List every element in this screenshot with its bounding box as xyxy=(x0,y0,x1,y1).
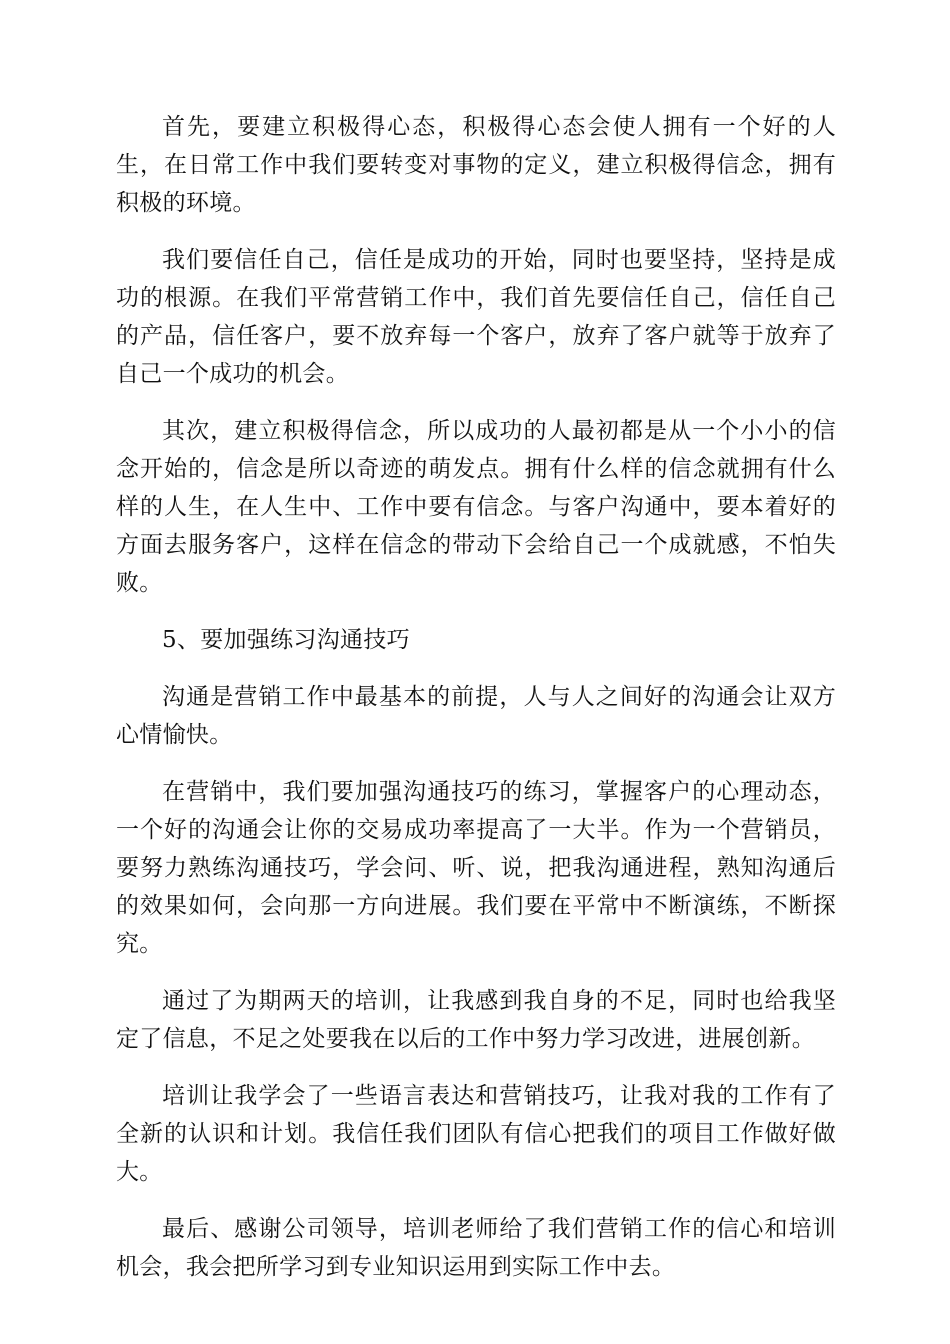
paragraph-communication-skills: 在营销中，我们要加强沟通技巧的练习，掌握客户的心理动态，一个好的沟通会让你的交易成功率提高了一大半。作为一个营销员，要努力熟练沟通技巧，学会问、听、说，把我沟通进程，熟知沟通后的效果如何，会向那一方向进展。我们要在平常中不断演练，不断探究。 xyxy=(116,779,836,957)
paragraph-communication-premise: 沟通是营销工作中最基本的前提，人与人之间好的沟通会让双方心情愉快。 xyxy=(116,684,836,748)
paragraph-training-gains: 培训让我学会了一些语言表达和营销技巧，让我对我的工作有了全新的认识和计划。我信任我们团队有信心把我们的项目工作做好做大。 xyxy=(116,1083,836,1185)
paragraph-thanks: 最后、感谢公司领导，培训老师给了我们营销工作的信心和培训机会，我会把所学习到专业知识运用到实际工作中去。 xyxy=(116,1216,836,1280)
paragraph-belief: 其次，建立积极得信念，所以成功的人最初都是从一个小小的信念开始的，信念是所以奇迹的萌发点。拥有什么样的信念就拥有什么样的人生，在人生中、工作中要有信念。与客户沟通中，要本着好的方面去服务客户，这样在信念的带动下会给自己一个成就感，不怕失败。 xyxy=(116,418,836,596)
section-heading-communication: 5、要加强练习沟通技巧 xyxy=(162,627,410,653)
paragraph-training-reflection: 通过了为期两天的培训，让我感到我自身的不足，同时也给我坚定了信息，不足之处要我在以后的工作中努力学习改进，进展创新。 xyxy=(116,988,836,1052)
paragraph-positive-mindset: 首先，要建立积极得心态，积极得心态会使人拥有一个好的人生，在日常工作中我们要转变对事物的定义，建立积极得信念，拥有积极的环境。 xyxy=(116,114,836,216)
document-body xyxy=(116,108,836,1305)
paragraph-self-trust: 我们要信任自己，信任是成功的开始，同时也要坚持，坚持是成功的根源。在我们平常营销工作中，我们首先要信任自己，信任自己的产品，信任客户，要不放弃每一个客户，放弃了客户就等于放弃了自己一个成功的机会。 xyxy=(116,247,836,387)
